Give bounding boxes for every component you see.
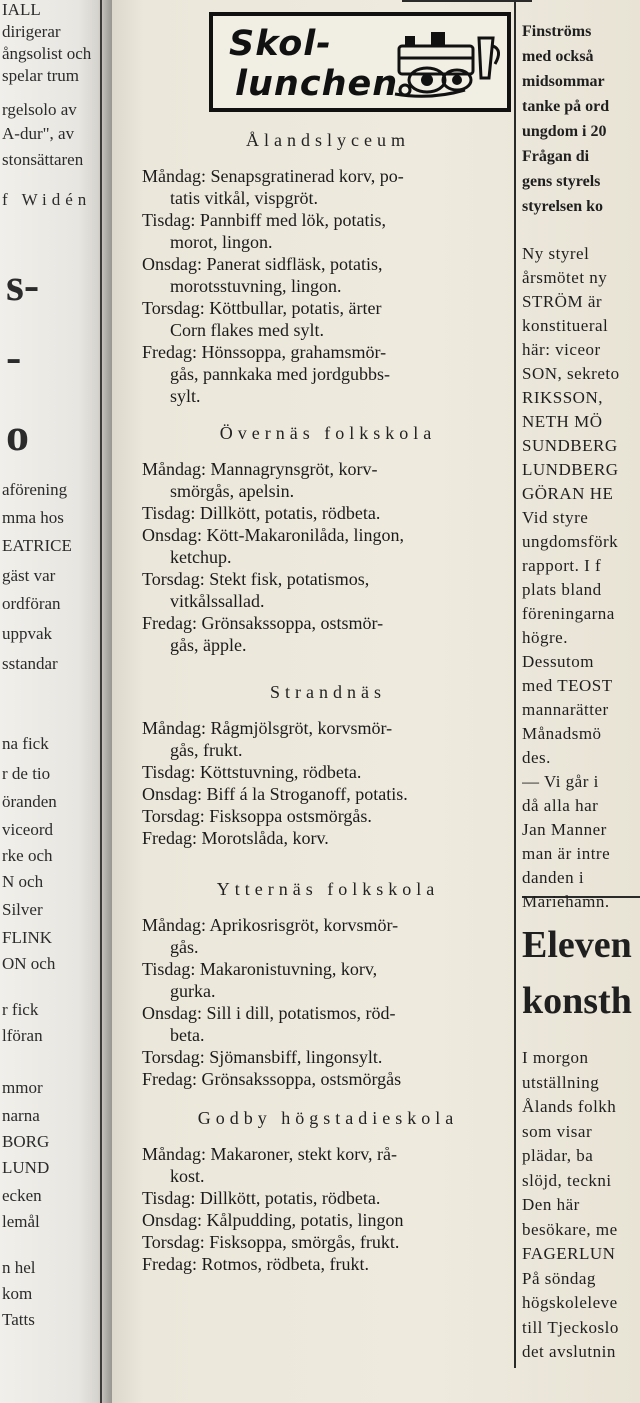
adjacent-column-text: des.: [522, 748, 551, 767]
left-page-fragment: gäst var: [2, 566, 56, 585]
menu-day-continuation: morot, lingon.: [170, 232, 273, 252]
menu-day-entry: [142, 958, 514, 1002]
adjacent-page: [0, 0, 112, 1403]
left-page-fragment: mmor: [2, 1078, 43, 1097]
food-illustration-icon: [391, 28, 507, 104]
adjacent-column-text: mannarätter: [522, 700, 609, 719]
menu-day-line: Torsdag: Sjömansbiff, lingonsylt.: [142, 1047, 383, 1067]
menu-day-continuation: kost.: [170, 1166, 205, 1186]
menu-day-entry: [142, 1209, 514, 1231]
menu-day-entry: [142, 805, 514, 827]
menu-day-entry: [142, 612, 514, 656]
menu-day-entry: [142, 1253, 514, 1275]
column-rule: [514, 0, 516, 1368]
adjacent-column-text: ungdom i 20: [522, 123, 607, 140]
menu-day-entry: [142, 1187, 514, 1209]
left-page-fragment: A-dur", av: [2, 124, 75, 143]
menu-day-continuation: beta.: [170, 1025, 205, 1045]
left-page-fragment: aförening: [2, 480, 68, 499]
adjacent-column-text: Frågan di: [522, 148, 590, 165]
menu-day-line: Måndag: Senapsgratinerad korv, po-: [142, 166, 404, 186]
menu-day-entry: [142, 209, 514, 253]
adjacent-column-text: Den här: [522, 1195, 580, 1214]
adjacent-column-text: konsth: [522, 980, 632, 1022]
menu-day-line: Tisdag: Dillkött, potatis, rödbeta.: [142, 1188, 381, 1208]
menu-day-line: Fredag: Grönsakssoppa, ostsmör-: [142, 613, 384, 633]
menu-day-line: Torsdag: Köttbullar, potatis, ärter: [142, 298, 382, 318]
left-page-fragment: dirigerar: [2, 22, 61, 41]
title-line-2: lunchen: [235, 64, 399, 104]
left-page-fragment: -: [6, 331, 22, 382]
left-page-fragment: s-: [6, 259, 40, 310]
lunch-menu: [142, 130, 514, 1275]
adjacent-column-text: man är intre: [522, 844, 611, 863]
adjacent-column-text: högskoleleve: [522, 1293, 618, 1312]
menu-day-continuation: tatis vitkål, vispgröt.: [170, 188, 318, 208]
left-page-fragment: uppvak: [2, 624, 53, 643]
adjacent-column-text: Eleven: [522, 924, 632, 966]
menu-day-entry: [142, 1231, 514, 1253]
adjacent-column-text: Finströms: [522, 23, 592, 40]
adjacent-column-text: styrelsen ko: [522, 198, 604, 215]
left-page-fragment: rgelsolo av: [2, 100, 77, 119]
menu-day-line: Måndag: Rågmjölsgröt, korvsmör-: [142, 718, 393, 738]
school-heading: Godby högstadieskola: [197, 1108, 459, 1128]
school-heading: Strandnäs: [270, 682, 386, 702]
adjacent-column-text: rapport. I f: [522, 556, 602, 575]
adjacent-column-text: Vid styre: [522, 508, 589, 527]
left-page-fragment: ecken: [2, 1186, 42, 1205]
menu-day-entry: [142, 1046, 514, 1068]
left-page-fragment: lemål: [2, 1212, 40, 1231]
menu-day-line: Torsdag: Fisksoppa ostsmörgås.: [142, 806, 372, 826]
menu-day-line: Onsdag: Biff á la Stroganoff, potatis.: [142, 784, 408, 804]
menu-day-line: Fredag: Hönssoppa, grahamsmör-: [142, 342, 387, 362]
adjacent-column-text: föreningarna: [522, 604, 615, 623]
adjacent-column-text: Ny styrel: [522, 244, 590, 263]
adjacent-column-text: till Tjeckoslo: [522, 1317, 619, 1337]
adjacent-column-text: här: viceor: [522, 340, 601, 359]
left-page-fragment: Tatts: [2, 1310, 35, 1329]
menu-day-continuation: smörgås, apelsin.: [170, 481, 295, 501]
menu-day-line: Torsdag: Stekt fisk, potatismos,: [142, 569, 370, 589]
menu-day-continuation: gås.: [170, 937, 199, 957]
school-heading: Ålandslyceum: [246, 130, 410, 150]
adjacent-column-text: plats bland: [522, 580, 602, 599]
menu-day-line: Måndag: Makaroner, stekt korv, rå-: [142, 1144, 398, 1164]
adjacent-column: [522, 0, 640, 1403]
adjacent-column-text: SON, sekreto: [522, 364, 620, 383]
adjacent-column-text: årsmötet ny: [522, 268, 608, 287]
menu-day-continuation: sylt.: [170, 386, 201, 406]
menu-day-line: Torsdag: Fisksoppa, smörgås, frukt.: [142, 1232, 400, 1252]
adjacent-column-text: konstitueral: [522, 316, 609, 335]
menu-day-entry: [142, 165, 514, 209]
menu-day-continuation: gås, äpple.: [170, 635, 247, 655]
top-rule: [402, 0, 532, 2]
left-page-fragment: FLINK: [2, 928, 53, 947]
left-page-fragment: ordföran: [2, 594, 61, 613]
adjacent-column-text: besökare, me: [522, 1219, 618, 1239]
left-page-fragment: kom: [2, 1284, 33, 1303]
menu-day-entry: [142, 502, 514, 524]
left-page-fragment: na fick: [2, 734, 49, 753]
menu-day-continuation: gås, frukt.: [170, 740, 243, 760]
adjacent-column-text: — Vi går i: [522, 772, 599, 791]
menu-day-line: Tisdag: Pannbiff med lök, potatis,: [142, 210, 387, 230]
adjacent-column-text: På söndag: [522, 1268, 596, 1288]
skollunchen-title-box: [209, 12, 511, 112]
left-page-fragment: viceord: [2, 820, 53, 839]
adjacent-column-text: plädar, ba: [522, 1146, 594, 1165]
menu-day-line: Tisdag: Dillkött, potatis, rödbeta.: [142, 503, 381, 523]
adjacent-column-text: med också: [522, 48, 594, 65]
left-page-fragment: LUND: [2, 1158, 50, 1177]
menu-day-entry: [142, 783, 514, 805]
menu-day-entry: [142, 568, 514, 612]
menu-day-continuation: Corn flakes med sylt.: [170, 320, 324, 340]
school-heading: Övernäs folkskola: [219, 423, 437, 443]
left-page-fragment: EATRICE: [2, 536, 72, 555]
menu-day-line: Fredag: Grönsakssoppa, ostsmörgås: [142, 1069, 402, 1089]
menu-day-line: Onsdag: Panerat sidfläsk, potatis,: [142, 254, 383, 274]
menu-day-entry: [142, 1068, 514, 1090]
page-gutter-shadow: [98, 0, 112, 1403]
left-page-fragment: f Widén: [2, 190, 92, 209]
menu-day-continuation: gurka.: [170, 981, 216, 1001]
left-page-fragment: lföran: [2, 1026, 43, 1045]
left-page-fragment: o: [6, 409, 29, 460]
adjacent-column-text: högre.: [522, 628, 568, 647]
adjacent-column-text: tanke på ord: [522, 98, 610, 115]
adjacent-column-text: danden i: [522, 868, 585, 887]
left-page-fragment: r de tio: [2, 764, 51, 783]
menu-day-line: Tisdag: Köttstuvning, rödbeta.: [142, 762, 362, 782]
adjacent-column-text: Ålands folkh: [522, 1097, 617, 1116]
menu-day-entry: [142, 1143, 514, 1187]
adjacent-column-text: då alla har: [522, 796, 599, 815]
left-page-fragment: BORG: [2, 1132, 50, 1151]
menu-day-entry: [142, 717, 514, 761]
school-heading: Ytternäs folkskola: [216, 879, 440, 899]
menu-day-entry: [142, 827, 514, 849]
menu-day-continuation: morotsstuvning, lingon.: [170, 276, 342, 296]
adjacent-column-text: ungdomsförk: [522, 532, 619, 551]
menu-day-line: Tisdag: Makaronistuvning, korv,: [142, 959, 378, 979]
menu-day-continuation: ketchup.: [170, 547, 232, 567]
left-page-fragment: r fick: [2, 1000, 39, 1019]
adjacent-column-text: FAGERLUN: [522, 1244, 616, 1263]
left-page-fragment: IALL: [2, 0, 41, 19]
menu-day-entry: [142, 524, 514, 568]
adjacent-column-text: LUNDBERG: [522, 460, 619, 479]
adjacent-column-text: utställning: [522, 1072, 600, 1092]
adjacent-column-text: med TEOST: [522, 676, 613, 695]
adjacent-column-text: Jan Manner: [522, 820, 607, 839]
adjacent-column-text: SUNDBERG: [522, 436, 618, 455]
column-title: [229, 24, 398, 104]
menu-day-entry: [142, 253, 514, 297]
left-page-fragment: öranden: [2, 792, 57, 811]
menu-day-line: Måndag: Mannagrynsgröt, korv-: [142, 459, 378, 479]
adjacent-column-text: Dessutom: [522, 652, 594, 671]
menu-day-line: Onsdag: Sill i dill, potatismos, röd-: [142, 1003, 396, 1023]
left-page-fragment: ON och: [2, 954, 56, 973]
left-page-fragment: sstandar: [2, 654, 58, 673]
adjacent-column-text: STRÖM är: [522, 292, 603, 311]
menu-day-entry: [142, 914, 514, 958]
adjacent-column-text: I morgon: [522, 1048, 589, 1067]
adjacent-column-text: det avslutnin: [522, 1342, 616, 1361]
menu-day-line: Onsdag: Kött-Makaronilåda, lingon,: [142, 525, 404, 545]
adjacent-column-text: NETH MÖ: [522, 412, 603, 431]
adjacent-column-text: RIKSSON,: [522, 388, 603, 407]
left-page-fragment: N och: [2, 872, 44, 891]
adjacent-column-text: GÖRAN HE: [522, 484, 614, 503]
left-page-fragment: mma hos: [2, 508, 64, 527]
newspaper-page: [112, 0, 640, 1403]
menu-day-entry: [142, 1002, 514, 1046]
left-page-fragment: narna: [2, 1106, 40, 1125]
left-page-fragment: ångsolist och: [2, 44, 92, 63]
menu-day-line: Måndag: Aprikosrisgröt, korvsmör-: [142, 915, 399, 935]
adjacent-column-text: som visar: [522, 1121, 593, 1141]
adjacent-column-text: Mariehamn.: [522, 892, 610, 911]
adjacent-column-text: midsommar: [522, 73, 605, 90]
left-page-fragment: rke och: [2, 846, 53, 865]
left-page-fragment: stonsättaren: [2, 150, 84, 169]
menu-day-line: Fredag: Rotmos, rödbeta, frukt.: [142, 1254, 369, 1274]
menu-day-line: Fredag: Morotslåda, korv.: [142, 828, 329, 848]
menu-day-line: Onsdag: Kålpudding, potatis, lingon: [142, 1210, 404, 1230]
title-line-1: Skol-: [229, 24, 332, 64]
menu-day-continuation: vitkålssallad.: [170, 591, 265, 611]
menu-day-entry: [142, 297, 514, 341]
menu-day-continuation: gås, pannkaka med jordgubbs-: [170, 364, 390, 384]
adjacent-column-text: slöjd, teckni: [522, 1170, 612, 1190]
left-page-fragment: spelar trum: [2, 66, 79, 85]
adjacent-column-text: gens styrels: [522, 173, 601, 190]
menu-day-entry: [142, 761, 514, 783]
menu-day-entry: [142, 458, 514, 502]
adjacent-column-text: Månadsmö: [522, 724, 602, 743]
menu-day-entry: [142, 341, 514, 407]
left-page-fragment: Silver: [2, 900, 43, 919]
left-page-fragment: n hel: [2, 1258, 36, 1277]
